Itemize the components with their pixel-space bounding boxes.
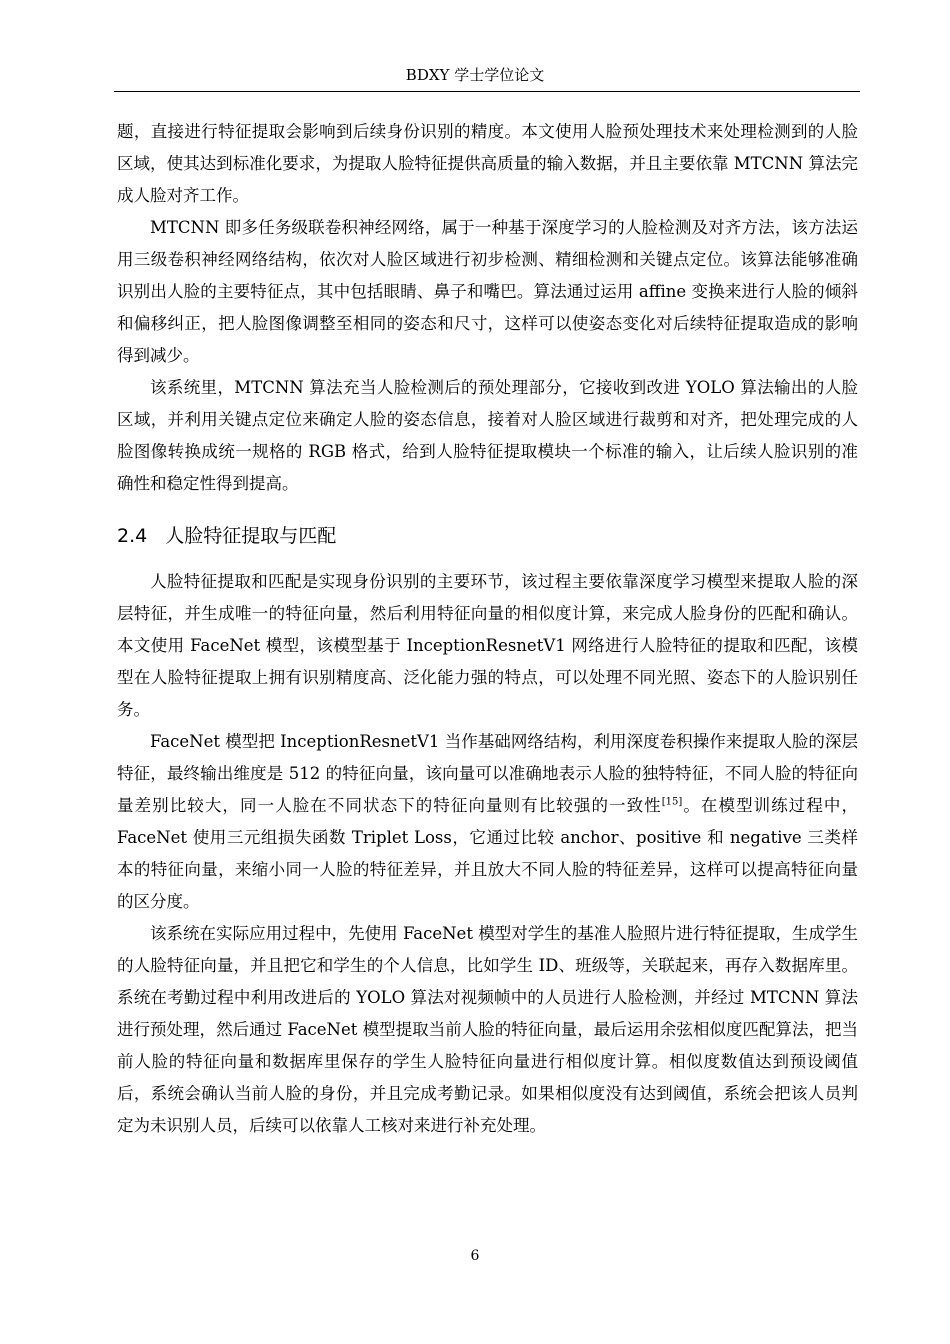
header-divider: [114, 91, 860, 92]
paragraph-mtcnn-role: 该系统里，MTCNN 算法充当人脸检测后的预处理部分，它接收到改进 YOLO 算法输出的人脸区域，并利用关键点定位来确定人脸的姿态信息，接着对人脸区域进行裁剪和对齐，把处理完成的人脸图像转换成统一规格的 RGB 格式，给到人脸特征提取模块一个标准的输入，让后续人脸识别的准确性和稳定性得到提高。: [117, 378, 858, 493]
section-heading: [117, 523, 858, 549]
paragraph-mtcnn-intro: MTCNN 即多任务级联卷积神经网络，属于一种基于深度学习的人脸检测及对齐方法，该方法运用三级卷积神经网络结构，依次对人脸区域进行初步检测、精细检测和关键点定位。该算法能够准确识别出人脸的主要特征点，其中包括眼睛、鼻子和嘴巴。算法通过运用 affine 变换来进行人脸的倾斜和偏移纠正，把人脸图像调整至相同的姿态和尺寸，这样可以使姿态变化对后续特征提取造成的影响得到减少。: [117, 218, 858, 365]
paragraph-facenet: [117, 726, 858, 918]
paragraph-application: 该系统在实际应用过程中，先使用 FaceNet 模型对学生的基准人脸照片进行特征提取，生成学生的人脸特征向量，并且把它和学生的个人信息，比如学生 ID、班级等，关联起来，再存入数据库里。系统在考勤过程中利用改进后的 YOLO 算法对视频帧中的人员进行人脸检测，并经过 MTCNN 算法进行预处理，然后通过 FaceNet 模型提取当前人脸的特征向量，最后运用余弦相似度匹配算法，把当前人脸的特征向量和数据库里保存的学生人脸特征向量进行相似度计算。相似度数值达到预设阈值后，系统会确认当前人脸的身份，并且完成考勤记录。如果相似度没有达到阈值，系统会把该人员判定为未识别人员，后续可以依靠人工核对来进行补充处理。: [117, 924, 858, 1135]
page-body: [117, 116, 858, 1142]
paragraph-feature-intro: 人脸特征提取和匹配是实现身份识别的主要环节，该过程主要依靠深度学习模型来提取人脸的深层特征，并生成唯一的特征向量，然后利用特征向量的相似度计算，来完成人脸身份的匹配和确认。本文使用 FaceNet 模型，该模型基于 InceptionResnetV1 网络进行人脸特征的提取和匹配，该模型在人脸特征提取上拥有识别精度高、泛化能力强的特点，可以处理不同光照、姿态下的人脸识别任务。: [117, 572, 858, 719]
paragraph-facenet-text-2: 。在模型训练过程中，FaceNet 使用三元组损失函数 Triplet Loss，它通过比较 anchor、positive 和 negative 三类样本的特征向量，来缩小同一人脸的特征差异，并且放大不同人脸的特征差异，这样可以提高特征向量的区分度。: [117, 796, 859, 911]
section-title: 人脸特征提取与匹配: [165, 525, 337, 547]
paragraph-continued: 题，直接进行特征提取会影响到后续身份识别的精度。本文使用人脸预处理技术来处理检测到的人脸区域，使其达到标准化要求，为提取人脸特征提供高质量的输入数据，并且主要依靠 MTCNN 算法完成人脸对齐工作。: [117, 122, 858, 205]
paragraph-facenet-text-1: FaceNet 模型把 InceptionResnetV1 当作基础网络结构，利用深度卷积操作来提取人脸的深层特征，最终输出维度是 512 的特征向量，该向量可以准确地表示人脸的独特特征，不同人脸的特征向量差别比较大，同一人脸在不同状态下的特征向量则有比较强的一致性: [117, 732, 858, 815]
page-number: 6: [470, 1248, 480, 1264]
running-header: BDXY 学士学位论文: [405, 66, 545, 84]
citation-reference[interactable]: [15]: [661, 796, 683, 808]
section-number: 2.4: [117, 525, 148, 547]
